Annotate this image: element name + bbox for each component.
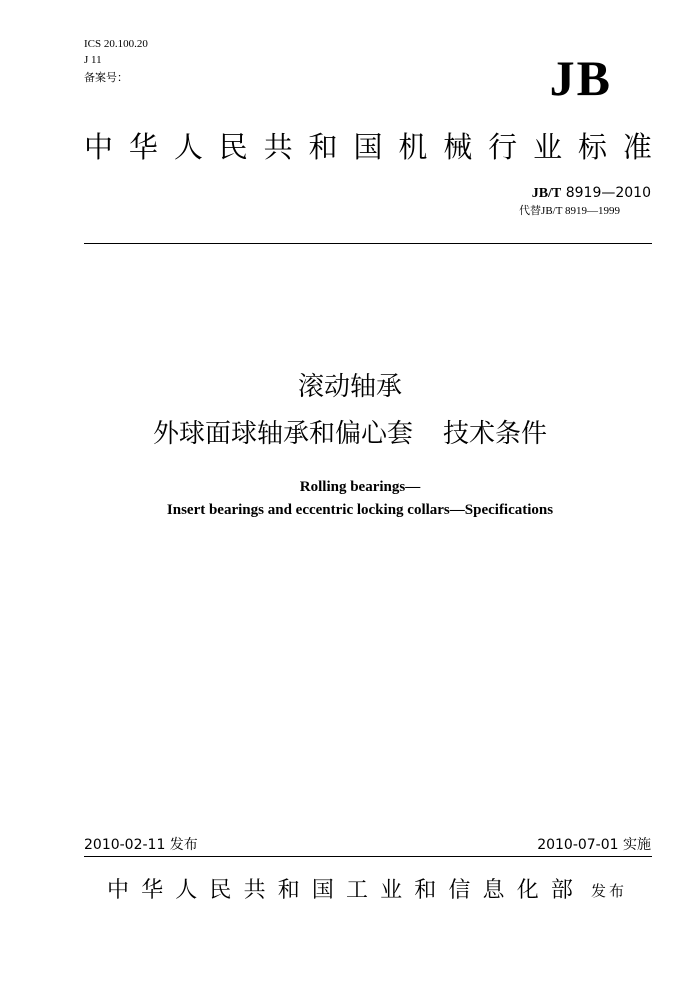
industry-title-char: 业 <box>533 130 563 164</box>
issuer-char: 民 <box>209 878 232 903</box>
record-number-label: 备案号： <box>84 71 128 84</box>
title-cn-main: 外球面球轴承和偏心套 <box>152 419 413 449</box>
title-en-line1: Rolling bearings— <box>299 479 421 495</box>
issuer-char: 华 <box>141 878 164 903</box>
industry-title-char: 械 <box>443 130 473 164</box>
industry-title-char: 华 <box>128 130 158 164</box>
industry-title-char: 行 <box>488 130 518 164</box>
industry-title-char: 国 <box>353 130 383 164</box>
classification-code: J 11 <box>84 54 102 66</box>
industry-title-char: 民 <box>218 130 248 164</box>
industry-title-char: 中 <box>84 130 114 164</box>
industry-title-char: 机 <box>398 130 428 164</box>
issuer-char: 部 <box>550 878 573 903</box>
issuer-char: 息 <box>482 878 505 903</box>
top-divider <box>84 243 652 244</box>
issuer-char: 和 <box>277 878 300 903</box>
title-en-line2: Insert bearings and eccentric locking collars—Specifications <box>166 502 554 518</box>
bottom-divider <box>84 856 652 857</box>
replaces-standard: 代替JB/T 8919—1999 <box>519 205 620 217</box>
standard-number-value: 8919—2010 <box>565 185 651 201</box>
title-cn-line1: 滚动轴承 <box>297 372 402 402</box>
issuer-char: 信 <box>448 878 471 903</box>
issuer-char: 国 <box>311 878 334 903</box>
publish-date: 2010-02-11 发布 <box>84 837 198 853</box>
jb-logo: JB <box>549 50 612 106</box>
industry-title-char: 标 <box>577 130 607 164</box>
ics-code: ICS 20.100.20 <box>84 38 148 50</box>
title-cn-line2 <box>0 417 700 451</box>
implement-date: 2010-07-01 实施 <box>537 837 651 853</box>
industry-standard-title <box>84 128 652 166</box>
standard-code: JB/T <box>531 186 562 201</box>
issuing-authority <box>107 876 573 906</box>
issuer-char: 人 <box>175 878 198 903</box>
issuer-suffix: 发布 <box>591 882 628 900</box>
industry-title-char: 共 <box>263 130 293 164</box>
issuer-char: 工 <box>345 878 368 903</box>
issuer-char: 化 <box>516 878 539 903</box>
industry-title-char: 准 <box>622 130 652 164</box>
title-cn-sub: 技术条件 <box>443 419 548 449</box>
standard-number <box>532 184 651 203</box>
industry-title-char: 和 <box>308 130 338 164</box>
issuer-char: 中 <box>107 878 130 903</box>
industry-title-char: 人 <box>173 130 203 164</box>
issuer-char: 业 <box>380 878 403 903</box>
issuer-char: 和 <box>414 878 437 903</box>
issuer-char: 共 <box>243 878 266 903</box>
